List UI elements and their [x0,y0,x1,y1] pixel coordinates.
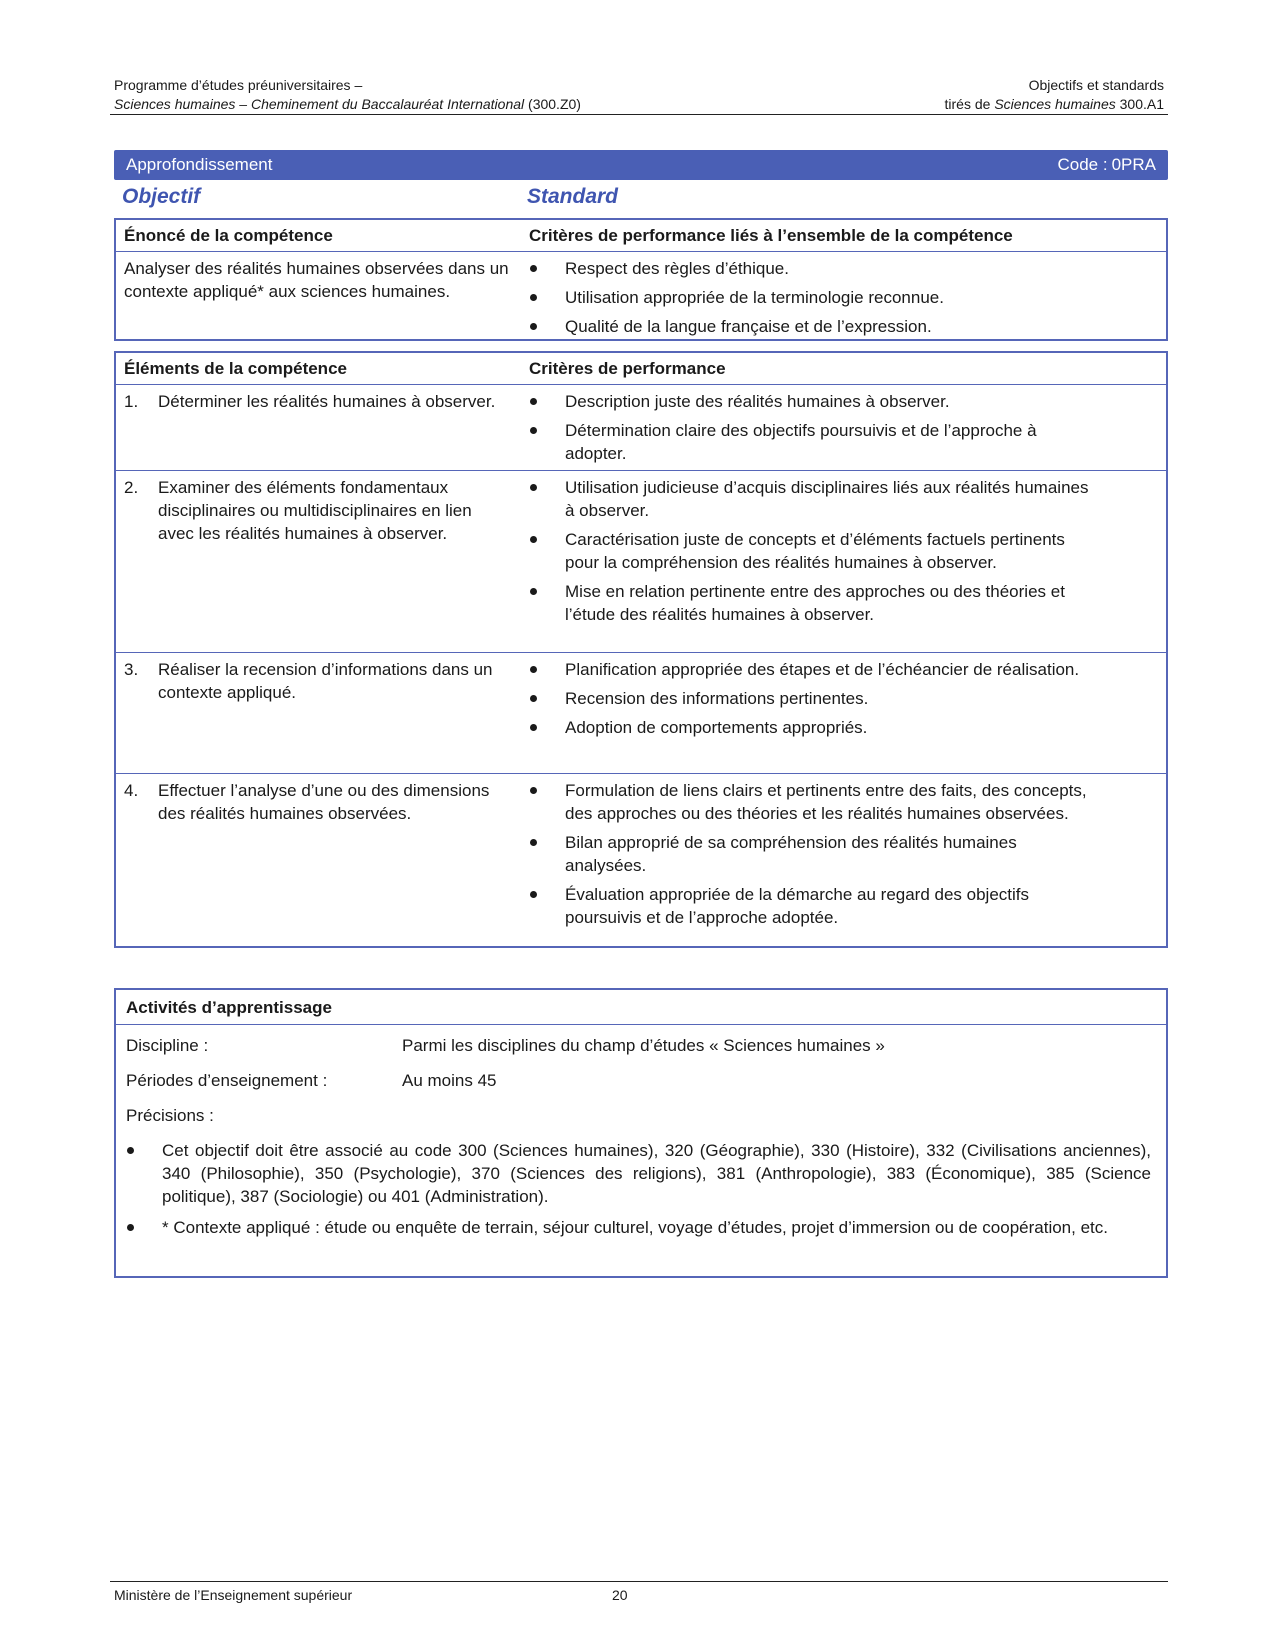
element-row-3 [116,653,1166,774]
periods-value: Au moins 45 [402,1071,497,1090]
bullet-icon [530,484,537,491]
activities-header-row [116,990,1166,1025]
bullet-icon [530,666,537,673]
footer-ministry: Ministère de l’Enseignement supérieur [114,1587,353,1603]
header-program: Programme d’études préuniversitaires – [114,77,363,93]
bullet-icon [530,724,537,731]
element-1: 1. Déterminer les réalités humaines à observer. [124,392,496,411]
element-3-criteria [529,658,1089,739]
competence-right-header: Critères de performance liés à l’ensemble de la compétence [529,226,1013,245]
title-band [114,150,1168,180]
section-headings [122,185,1162,215]
bullet-icon [127,1147,134,1154]
bullet-icon [530,839,537,846]
competence-statement: Analyser des réalités humaines observées dans un contexte appliqué* aux sciences humaines. [124,259,509,301]
document-page [72,37,1166,1644]
discipline-label: Discipline : [126,1036,209,1055]
competence-criteria-list [529,257,1089,338]
band-title: Approfondissement [126,155,273,174]
footer-rule [110,1581,1168,1582]
element-4-criteria [529,779,1089,929]
element-row-2 [116,471,1166,653]
element-row-4 [116,774,1166,952]
element-4: 4. Effectuer l’analyse d’une ou des dimensions des réalités humaines observées. [124,781,490,823]
competence-box [114,218,1168,341]
bullet-icon [530,536,537,543]
page-number: 20 [612,1587,628,1603]
elements-left-header: Éléments de la compétence [124,359,347,378]
competence-header-row [116,220,1166,252]
element-row-1 [116,385,1166,471]
bullet-icon [530,294,537,301]
element-1-criteria [529,390,1089,465]
element-3: 3. Réaliser la recension d’informations dans un contexte appliqué. [124,660,493,702]
list-item: Formulation de liens clairs et pertinents entre des faits, des concepts, des approches ou des théories et les réalités humaines observées. [529,779,1089,825]
header-program-title: Sciences humaines – Cheminement du Baccalauréat International (300.Z0) [114,96,581,112]
list-item: Détermination claire des objectifs poursuivis et de l’approche à adopter. [529,419,1089,465]
activities-header: Activités d’apprentissage [126,998,332,1017]
periods-label: Périodes d’enseignement : [126,1071,328,1090]
list-item: * Contexte appliqué : étude ou enquête de terrain, séjour culturel, voyage d’études, projet d’immersion ou de coopération, etc. [126,1216,1151,1239]
element-2-criteria [529,476,1089,626]
header-rule [110,114,1168,115]
list-item: Caractérisation juste de concepts et d’éléments factuels pertinents pour la compréhension des réalités humaines à observer. [529,528,1089,574]
bullet-icon [530,398,537,405]
precisions-list [126,1139,1151,1239]
element-2: 2. Examiner des éléments fondamentaux disciplinaires ou multidisciplinaires en lien avec les réalités humaines à observer. [124,478,472,543]
bullet-icon [530,427,537,434]
list-item: Recension des informations pertinentes. [529,687,1089,710]
list-item: Respect des règles d’éthique. [529,257,1089,280]
activities-box [114,988,1168,1278]
bullet-icon [530,695,537,702]
elements-header-row [116,353,1166,385]
list-item: Évaluation appropriée de la démarche au regard des objectifs poursuivis et de l’approche adoptée. [529,883,1089,929]
discipline-row [126,1034,1156,1057]
list-item: Utilisation judicieuse d’acquis disciplinaires liés aux réalités humaines à observer. [529,476,1089,522]
list-item: Description juste des réalités humaines à observer. [529,390,1089,413]
bullet-icon [127,1224,134,1231]
list-item: Utilisation appropriée de la terminologie reconnue. [529,286,1089,309]
bullet-icon [530,891,537,898]
band-code: Code : 0PRA [1057,155,1156,174]
list-item: Cet objectif doit être associé au code 300 (Sciences humaines), 320 (Géographie), 330 (Histoire), 332 (Civilisations anciennes), 340 (Philosophie), 350 (Psychologie), 370 (Sciences des religions), 381 (Anthropologie), 383 (Économique), 385 (Science politique), 387 (Sociologie) ou 401 (Administration). [126,1139,1151,1208]
header-source: tirés de Sciences humaines 300.A1 [944,96,1164,112]
bullet-icon [530,787,537,794]
list-item: Qualité de la langue française et de l’expression. [529,315,1089,338]
bullet-icon [530,323,537,330]
bullet-icon [530,588,537,595]
list-item: Mise en relation pertinente entre des approches ou des théories et l’étude des réalités humaines à observer. [529,580,1089,626]
list-item: Adoption de comportements appropriés. [529,716,1089,739]
header-row-1 [114,76,1164,94]
bullet-icon [530,265,537,272]
precisions-label: Précisions : [126,1106,214,1125]
list-item: Planification appropriée des étapes et de l’échéancier de réalisation. [529,658,1089,681]
elements-right-header: Critères de performance [529,359,726,378]
header-row-2 [114,95,1164,113]
header-objectives: Objectifs et standards [1028,77,1164,93]
list-item: Bilan approprié de sa compréhension des réalités humaines analysées. [529,831,1089,877]
elements-box [114,351,1168,948]
periods-row [126,1069,1156,1092]
discipline-value: Parmi les disciplines du champ d’études « Sciences humaines » [402,1036,885,1055]
standard-heading: Standard [527,185,619,208]
objectif-heading: Objectif [122,185,201,208]
competence-left-header: Énoncé de la compétence [124,226,333,245]
